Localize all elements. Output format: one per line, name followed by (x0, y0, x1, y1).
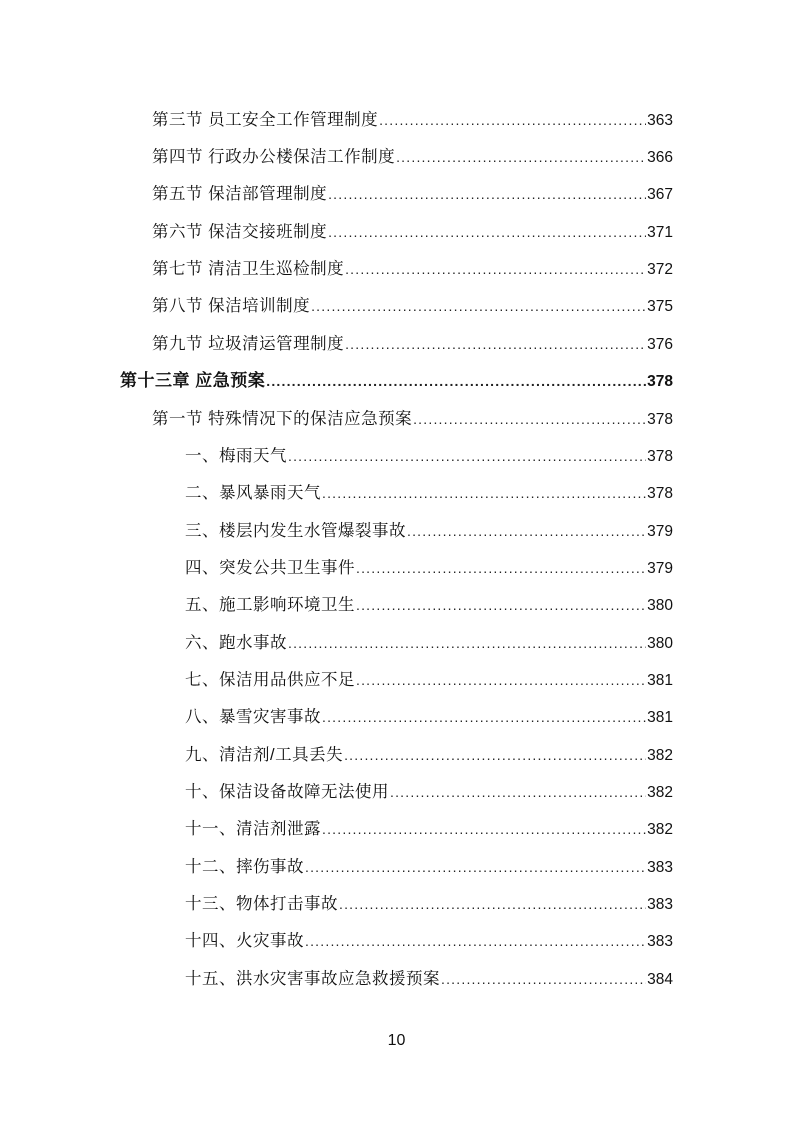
toc-entry-label: 九、清洁剂/工具丢失 (185, 746, 344, 764)
toc-entry[interactable] (185, 631, 673, 655)
toc-entry-page: 366 (647, 149, 673, 166)
dot-leader (413, 407, 646, 431)
dot-leader (322, 481, 646, 505)
toc-entry-label: 五、施工影响环境卫生 (185, 596, 355, 614)
toc-entry-page: 383 (647, 896, 673, 913)
toc-entry-page: 383 (647, 933, 673, 950)
toc-entry[interactable] (185, 780, 673, 804)
toc-entry-page: 372 (647, 261, 673, 278)
toc-entry-label: 十、保洁设备故障无法使用 (185, 783, 389, 801)
toc-entry[interactable] (185, 519, 673, 543)
toc-entry[interactable] (185, 593, 673, 617)
toc-entry-page: 375 (647, 298, 673, 315)
dot-leader (305, 929, 646, 953)
dot-leader (328, 182, 646, 206)
dot-leader (322, 705, 646, 729)
toc-entry-page: 380 (647, 597, 673, 614)
toc-entry-label: 第七节 清洁卫生巡检制度 (152, 260, 345, 278)
dot-leader (344, 743, 646, 767)
toc-entry[interactable] (185, 967, 673, 991)
toc-entry-page: 380 (647, 635, 673, 652)
toc-entry-label: 第九节 垃圾清运管理制度 (152, 335, 345, 353)
toc-entry[interactable] (152, 294, 673, 318)
toc-entry-label: 七、保洁用品供应不足 (185, 671, 355, 689)
toc-entry-page: 367 (647, 186, 673, 203)
toc-entry-label: 八、暴雪灾害事故 (185, 708, 321, 726)
toc-entry-page: 382 (647, 821, 673, 838)
toc-entry[interactable] (185, 705, 673, 729)
dot-leader (266, 369, 646, 393)
toc-entry-page: 381 (647, 709, 673, 726)
toc-entry-page: 383 (647, 859, 673, 876)
toc-entry-label: 第四节 行政办公楼保洁工作制度 (152, 148, 396, 166)
toc-entry-page: 379 (647, 523, 673, 540)
toc-entry-label: 第一节 特殊情况下的保洁应急预案 (152, 410, 413, 428)
dot-leader (339, 892, 646, 916)
dot-leader (288, 444, 646, 468)
toc-entry[interactable] (185, 556, 673, 580)
toc-entry[interactable] (185, 668, 673, 692)
dot-leader (322, 817, 646, 841)
dot-leader (441, 967, 646, 991)
toc-entry[interactable] (185, 855, 673, 879)
toc-entry-label: 三、楼层内发生水管爆裂事故 (185, 522, 406, 540)
toc-entry-label: 第六节 保洁交接班制度 (152, 223, 328, 241)
dot-leader (288, 631, 646, 655)
toc-entry-page: 382 (647, 747, 673, 764)
toc-entry-page: 363 (647, 112, 673, 129)
toc-entry[interactable] (185, 743, 673, 767)
dot-leader (390, 780, 646, 804)
toc-entry-label: 二、暴风暴雨天气 (185, 484, 321, 502)
toc-entry-label: 第三节 员工安全工作管理制度 (152, 111, 379, 129)
toc-entry[interactable] (185, 929, 673, 953)
dot-leader (356, 556, 646, 580)
toc-entry-page: 378 (647, 411, 673, 428)
toc-entry-label: 六、跑水事故 (185, 634, 287, 652)
toc-entry[interactable] (185, 892, 673, 916)
toc-entry-label: 第八节 保洁培训制度 (152, 297, 311, 315)
toc-entry-label: 第十三章 应急预案 (120, 371, 266, 390)
toc-entry-label: 第五节 保洁部管理制度 (152, 185, 328, 203)
toc-entry-label: 十一、清洁剂泄露 (185, 820, 321, 838)
toc-entry-label: 十四、火灾事故 (185, 932, 304, 950)
toc-entry-page: 378 (647, 448, 673, 465)
dot-leader (407, 519, 646, 543)
toc-entry[interactable] (152, 257, 673, 281)
toc-entry[interactable] (185, 817, 673, 841)
toc-entry[interactable] (185, 481, 673, 505)
toc-entry-label: 十三、物体打击事故 (185, 895, 338, 913)
dot-leader (311, 294, 646, 318)
dot-leader (356, 593, 646, 617)
dot-leader (345, 257, 646, 281)
toc-entry[interactable] (185, 444, 673, 468)
dot-leader (305, 855, 646, 879)
toc-entry-page: 378 (647, 485, 673, 502)
toc-entry[interactable] (152, 182, 673, 206)
toc-entry-label: 十五、洪水灾害事故应急救援预案 (185, 970, 440, 988)
toc-entry[interactable] (152, 145, 673, 169)
toc-entry-label: 十二、摔伤事故 (185, 858, 304, 876)
dot-leader (396, 145, 646, 169)
toc-entry[interactable] (152, 108, 673, 132)
page-number: 10 (387, 1032, 406, 1049)
toc-entry-page: 384 (647, 971, 673, 988)
toc-entry[interactable] (152, 332, 673, 356)
toc-chapter-entry[interactable] (120, 369, 673, 393)
toc-entry[interactable] (152, 220, 673, 244)
dot-leader (328, 220, 646, 244)
toc-entry-page: 371 (647, 224, 673, 241)
toc-entry[interactable] (152, 407, 673, 431)
toc-entry-label: 四、突发公共卫生事件 (185, 559, 355, 577)
toc-entry-page: 381 (647, 672, 673, 689)
toc-entry-page: 382 (647, 784, 673, 801)
toc-entry-page: 376 (647, 336, 673, 353)
dot-leader (379, 108, 646, 132)
dot-leader (345, 332, 646, 356)
toc-entry-page: 378 (647, 373, 673, 390)
toc-entry-page: 379 (647, 560, 673, 577)
toc-entry-label: 一、梅雨天气 (185, 447, 287, 465)
dot-leader (356, 668, 646, 692)
